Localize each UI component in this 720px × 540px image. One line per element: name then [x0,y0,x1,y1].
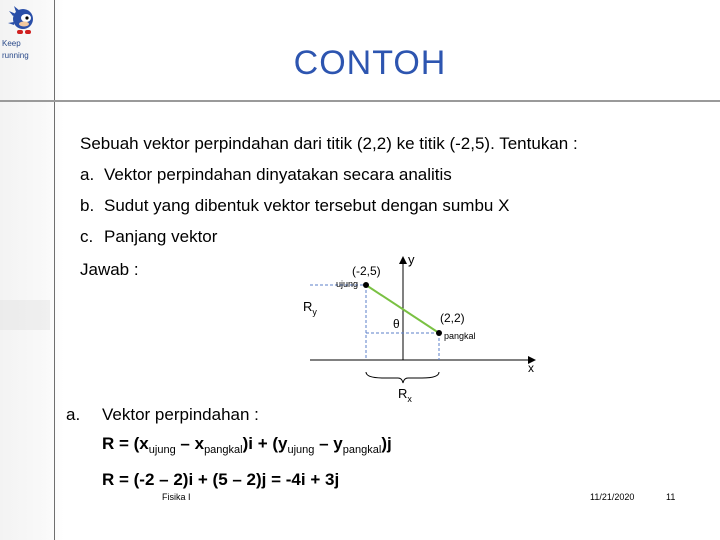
task-text: Vektor perpindahan dinyatakan secara analitis [104,165,452,184]
step-formula: $R = (x_{ujung} - x_{pangkal})i + (y_{ujung} - y_{pangkal})j$ [102,434,392,456]
task-letter: b. [80,196,95,215]
intro-text: Sebuah vektor perpindahan dari titik (2,2) ke titik (-2,5). Tentukan : [80,134,578,153]
slide-title: CONTOH [293,44,447,82]
step-heading [66,400,392,429]
task-item-b [80,190,578,221]
task-text: Sudut yang dibentuk vektor tersebut dengan sumbu X [104,196,510,215]
footer-course: Fisika I [162,492,191,502]
task-letter: c. [80,227,94,246]
footer-page-number: 11 [666,492,676,502]
x-axis-label: x [528,361,534,375]
step-result [66,465,392,494]
mascot-logo-icon [8,6,38,36]
decor-band [0,300,50,330]
point-start [436,330,442,336]
point-end-label: (-2,5) [352,264,381,278]
answer-steps [66,400,392,494]
point-end-tag: ujung [336,279,359,289]
answer-label: Jawab : [80,260,139,279]
y-axis-label: y [408,252,415,267]
logo-caption-line1: Keep [2,39,21,48]
problem-statement [80,128,578,252]
rx-label: $R_x$ [398,386,412,404]
task-letter: a. [80,165,95,184]
logo-caption-line2: running [2,51,29,60]
step-letter: a. [66,405,81,424]
point-start-label: (2,2) [440,311,465,325]
logo-caption [2,38,29,62]
step-result-text: R = (-2 – 2)i + (5 – 2)j = -4i + 3j [102,470,340,489]
task-item-a [80,159,578,190]
point-start-tag: pangkal [444,331,476,341]
footer-date: 11/21/2020 [590,492,635,502]
vector-diagram [300,248,560,408]
step-heading-text: Vektor perpindahan : [102,405,259,424]
rx-brace [366,372,439,383]
horizontal-divider [0,100,720,102]
angle-label: θ [393,317,400,331]
point-end [363,282,369,288]
vertical-divider [54,0,55,540]
task-text: Panjang vektor [104,227,218,246]
ry-label: $R_y$ [303,299,317,317]
